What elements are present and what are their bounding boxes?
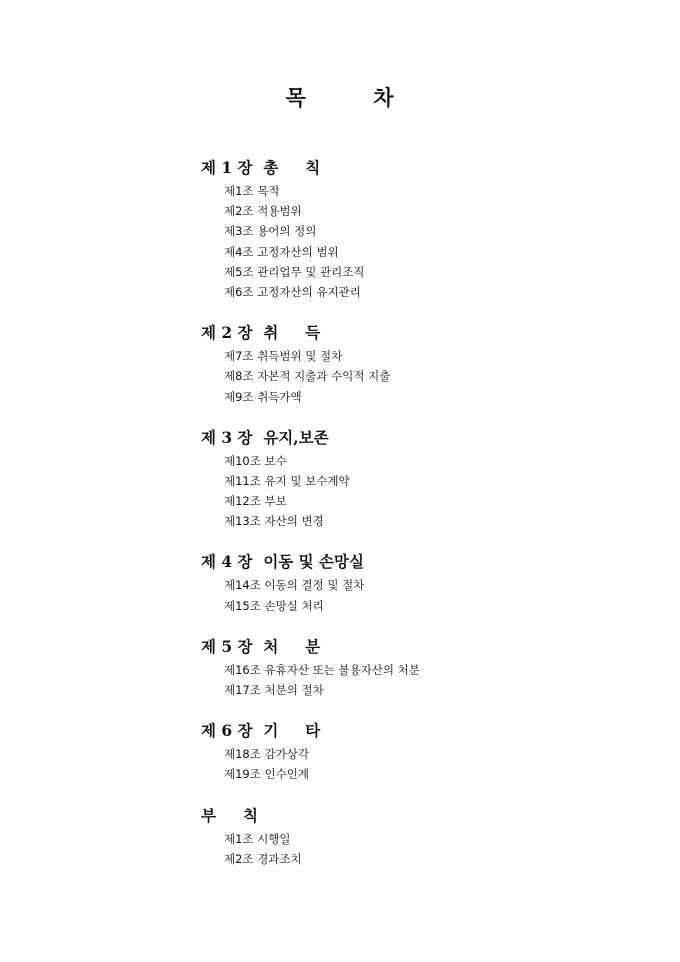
- chapter-4: [201, 550, 641, 615]
- article-item: 제9조 취득가액: [224, 389, 302, 404]
- chapter-5: [201, 635, 641, 700]
- article-item: 제6조 고정자산의 유지관리: [224, 284, 361, 299]
- article-item: 제12조 부보: [224, 494, 287, 509]
- chapter-heading: 제 1 장 총 칙: [201, 158, 321, 177]
- article-item: 제16조 유휴자산 또는 불용자산의 처분: [224, 662, 420, 677]
- chapter-1: [201, 156, 641, 302]
- article-list: [201, 451, 641, 532]
- chapter-heading: 제 4 장 이동 및 손망실: [201, 552, 364, 572]
- article-item: 제3조 용어의 정의: [224, 224, 317, 239]
- chapter-2: [201, 321, 641, 407]
- chapter-heading: 제 5 장 처 분: [201, 636, 321, 656]
- article-list: [201, 181, 641, 302]
- chapter-heading: 제 3 장 유지,보존: [201, 427, 329, 447]
- article-item: 제19조 인수인계: [224, 767, 309, 782]
- article-item: 제15조 손망실 처리: [224, 598, 324, 613]
- article-item: 제7조 취득범위 및 절차: [224, 349, 343, 364]
- article-item: 제2조 적용범위: [224, 204, 302, 219]
- article-item: 제1조 시행일: [224, 831, 291, 846]
- article-item: 제10조 보수: [224, 453, 287, 468]
- chapter-heading: 제 6 장 기 타: [201, 721, 321, 741]
- article-list: [201, 744, 641, 784]
- chapter-heading: 제 2 장 취 득: [201, 323, 321, 343]
- article-item: 제14조 이동의 결정 및 절차: [224, 578, 365, 593]
- chapter-3: [201, 426, 641, 532]
- article-list: [201, 660, 641, 700]
- article-item: 제2조 경과조치: [224, 851, 302, 866]
- article-item: 제13조 자산의 변경: [224, 514, 324, 529]
- page-title: 목 차: [285, 85, 395, 110]
- article-item: 제1조 목적: [224, 184, 280, 198]
- article-list: [201, 575, 641, 615]
- supplementary-provisions: [201, 804, 641, 869]
- article-item: 제8조 자본적 지출과 수익적 지출: [224, 369, 391, 384]
- article-list: [201, 346, 641, 407]
- article-item: 제4조 고정자산의 범위: [224, 244, 339, 259]
- chapter-6: [201, 719, 641, 784]
- article-item: 제18조 감가상각: [224, 747, 309, 762]
- article-item: 제11조 유지 및 보수계약: [224, 473, 350, 488]
- article-item: 제17조 처분의 절차: [224, 683, 324, 697]
- article-list: [201, 829, 641, 869]
- table-of-contents: [201, 156, 641, 888]
- chapter-heading: 부 칙: [201, 805, 258, 825]
- article-item: 제5조 관리업무 및 관리조직: [224, 264, 365, 279]
